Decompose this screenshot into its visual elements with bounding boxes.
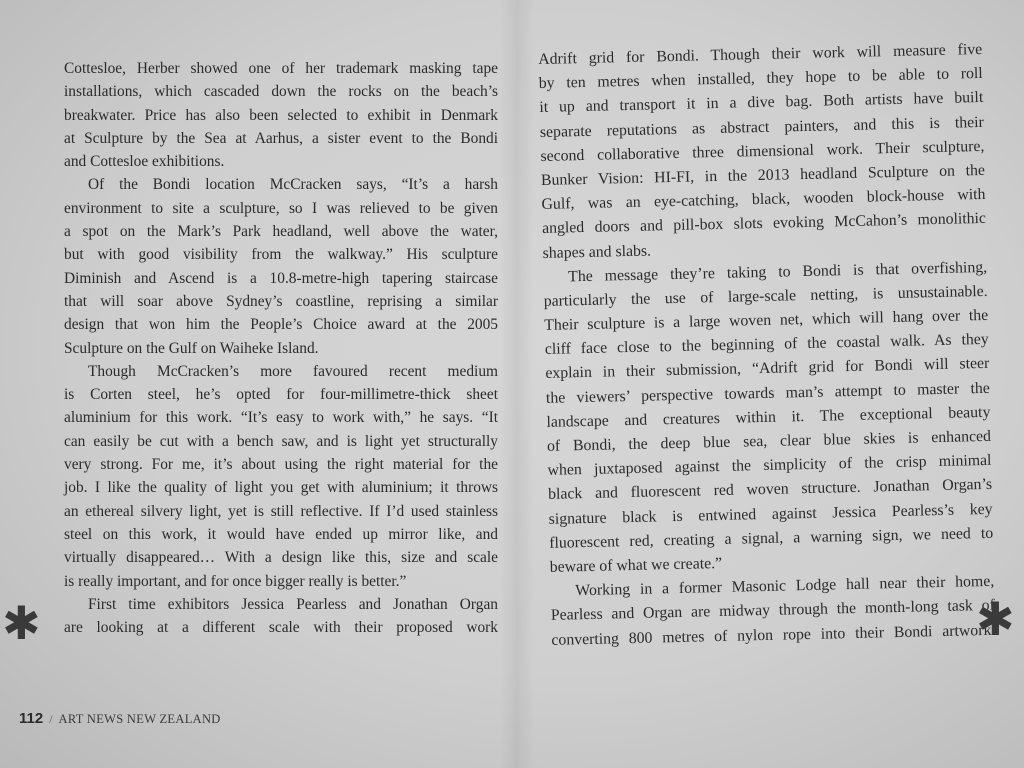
text-line: design that won him the People’s Choice award at the 2005 [64, 316, 498, 334]
text-line: of Bondi, the deep blue sea, clear blue skies is enhanced [546, 427, 992, 455]
text-line: landscape and creatures within it. The exceptional beauty [546, 403, 991, 431]
text-line: environment to site a sculpture, so I was relieved to be given [64, 199, 498, 217]
text-line: breakwater. Price has also been selected to exhibit in Denmark [64, 106, 498, 124]
text-line: the viewers’ perspective towards man’s attempt to master the [545, 379, 991, 407]
text-line: Working in a former Masonic Lodge hall near their home, [575, 572, 995, 600]
text-line: Bunker Vision: HI-FI, in the 2013 headland Sculpture on the [540, 161, 986, 189]
page-gutter-shadow [500, 0, 534, 768]
text-line: at Sculpture by the Sea at Aarhus, a sister event to the Bondi [64, 129, 498, 147]
text-line: by ten metres when installed, they hope to be able to roll [538, 65, 983, 93]
text-line: Gulf, was an eye-catching, black, wooden block-house with [541, 186, 986, 214]
text-line: very strong. For me, it’s about using the right material for the [64, 456, 498, 474]
text-line: explain in their submission, “Adrift grid for Bondi will steer [545, 355, 990, 383]
text-line: The message they’re taking to Bondi is that overfishing, [568, 258, 988, 286]
text-line: is really important, and for once bigger really is better.” [64, 572, 407, 590]
text-line: angled doors and pill-box slots evoking McCahon’s monolithic [541, 210, 987, 238]
text-line: cliff face close to the beginning of the coastal walk. As they [544, 331, 989, 359]
text-line: Diminish and Ascend is a 10.8-metre-high tapering staircase [64, 269, 498, 287]
text-line: shapes and slabs. [542, 241, 652, 262]
text-line: Adrift grid for Bondi. Though their work will measure five [538, 40, 983, 68]
footer-separator: / [49, 712, 53, 726]
magazine-name: ART NEWS NEW ZEALAND [58, 712, 221, 726]
text-line: beware of what we create.” [549, 554, 723, 576]
text-line: are looking at a different scale with their proposed work [64, 619, 498, 637]
text-line: Of the Bondi location McCracken says, “It’s a harsh [88, 176, 498, 194]
text-line: First time exhibitors Jessica Pearless and Jonathan Organ [88, 595, 498, 613]
text-line: Pearless and Organ are midway through the month-long task of [550, 597, 995, 625]
text-line: converting 800 metres of nylon rope into their Bondi artwork. [551, 621, 996, 649]
text-line: Their sculpture is a large woven net, which will hang over the [544, 306, 989, 334]
text-line: and Cottesloe exhibitions. [64, 153, 225, 171]
text-line: particularly the use of large-scale netting, is unsustainable. [543, 282, 988, 310]
text-line: fluorescent red, creating a signal, a warning sign, we need to [549, 524, 994, 552]
text-line: Though McCracken’s more favoured recent medium [88, 362, 498, 380]
page-number: 112 [19, 710, 44, 727]
text-line: is Corten steel, he’s opted for four-millimetre-thick sheet [64, 386, 498, 404]
text-line: virtually disappeared… With a design like this, size and scale [64, 549, 498, 567]
text-line: job. I like the quality of light you get with aluminium; it throws [64, 479, 498, 497]
text-line: installations, which cascaded down the rocks on the beach’s [64, 83, 498, 101]
asterisk-ornament-icon: ✱ [976, 592, 1015, 646]
text-line: but with good visibility from the walkway.” His sculpture [64, 246, 498, 264]
text-line: separate reputations as abstract painters, and this is their [539, 113, 984, 141]
asterisk-ornament-icon: ✱ [2, 596, 41, 650]
text-line: when juxtaposed against the simplicity of the crisp minimal [547, 452, 992, 480]
text-line: Sculpture on the Gulf on Waiheke Island. [64, 339, 319, 357]
text-line: signature black is entwined against Jessica Pearless’s key [548, 500, 993, 528]
text-line: it up and transport it in a dive bag. Both artists have built [539, 89, 984, 117]
text-line: black and fluorescent red woven structure. Jonathan Organ’s [547, 476, 993, 504]
right-text-column [538, 38, 996, 653]
page-footer [19, 710, 221, 728]
text-line: second collaborative three dimensional work. Their sculpture, [540, 137, 985, 165]
text-line: an ethereal silvery light, yet is still reflective. If I’d used stainless [64, 502, 498, 520]
text-line: Cottesloe, Herber showed one of her trademark masking tape [64, 60, 498, 77]
text-line: a spot on the Mark’s Park headland, well above the water, [64, 223, 498, 241]
text-line: can easily be cut with a bench saw, and is light yet structurally [64, 432, 498, 450]
text-line: that will soar above Sydney’s coastline, reprising a similar [64, 292, 498, 310]
left-text-column [64, 57, 498, 639]
text-line: aluminium for this work. “It’s easy to work with,” he says. “It [64, 409, 498, 427]
text-line: steel on this work, it would have ended up mirror like, and [64, 525, 498, 543]
